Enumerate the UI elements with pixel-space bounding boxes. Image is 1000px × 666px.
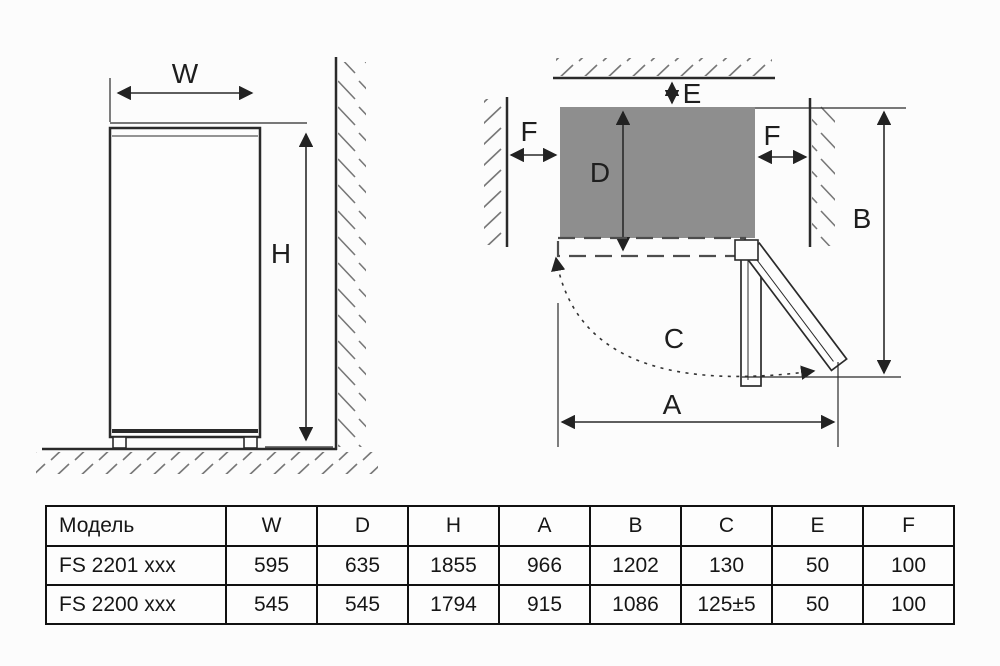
fridge-front-outline [110, 128, 260, 437]
value-cell: 50 [772, 546, 863, 585]
door-closed-dashed-outline [558, 238, 745, 256]
col-header-d: D [317, 506, 408, 546]
value-cell: 100 [863, 546, 954, 585]
table-row [46, 546, 954, 585]
door-open-diagonal-inner-line [753, 254, 834, 361]
right-wall-hatch [812, 100, 835, 246]
dimension-label-w: W [171, 58, 199, 89]
table-row [46, 585, 954, 624]
model-cell: FS 2201 xxx [46, 546, 226, 585]
value-cell: 635 [317, 546, 408, 585]
dimension-label-b: B [852, 203, 872, 234]
col-header-c: C [681, 506, 772, 546]
value-cell: 100 [863, 585, 954, 624]
front-floor-hatch [36, 452, 378, 474]
value-cell: 1202 [590, 546, 681, 585]
col-header-a: A [499, 506, 590, 546]
col-header-h: H [408, 506, 499, 546]
dimension-label-f-left: F [520, 116, 538, 147]
fridge-foot-left [113, 437, 126, 448]
fridge-foot-right [244, 437, 257, 448]
dimension-table [45, 505, 955, 625]
value-cell: 1086 [590, 585, 681, 624]
rear-wall-hatch [556, 58, 772, 76]
value-cell: 915 [499, 585, 590, 624]
front-wall-hatch [338, 62, 366, 447]
col-header-b: B [590, 506, 681, 546]
dimension-label-h: H [270, 238, 292, 269]
value-cell: 125±5 [681, 585, 772, 624]
col-header-w: W [226, 506, 317, 546]
value-cell: 1855 [408, 546, 499, 585]
col-header-f: F [863, 506, 954, 546]
value-cell: 1794 [408, 585, 499, 624]
left-wall-hatch [484, 99, 506, 245]
value-cell: 595 [226, 546, 317, 585]
top-view [484, 58, 906, 447]
dimension-label-c: C [663, 323, 685, 354]
table-header-row [46, 506, 954, 546]
value-cell: 130 [681, 546, 772, 585]
door-hinge-block [735, 240, 758, 260]
dimension-label-d: D [589, 157, 611, 188]
front-view [36, 57, 378, 474]
col-header-model: Модель [46, 506, 226, 546]
dimension-label-a: A [662, 389, 682, 420]
value-cell: 545 [317, 585, 408, 624]
dimension-label-f-right: F [763, 120, 781, 151]
value-cell: 545 [226, 585, 317, 624]
col-header-e: E [772, 506, 863, 546]
dimension-label-e: E [682, 78, 702, 109]
value-cell: 50 [772, 585, 863, 624]
value-cell: 966 [499, 546, 590, 585]
model-cell: FS 2200 xxx [46, 585, 226, 624]
